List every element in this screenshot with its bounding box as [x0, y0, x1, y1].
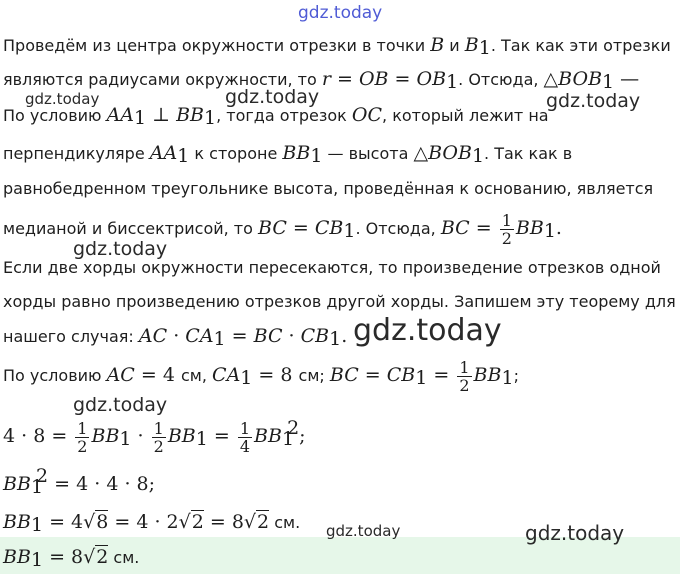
fraction-one-half: $\frac{1}{2}$: [77, 419, 88, 456]
text-segment: ;: [513, 366, 519, 385]
watermark: gdz.today: [25, 90, 100, 108]
text-segment: По условию: [3, 366, 107, 385]
text-line-6: медианой и биссектрисой, то BC = $CB_1$. Отсюда, BC = $\frac{1}{2}$ $BB_1$.: [3, 211, 562, 248]
text-segment: По условию: [3, 106, 107, 125]
fraction-one-quarter: $\frac{1}{4}$: [239, 419, 251, 456]
text-line-7: [3, 257, 661, 279]
fraction-one-half: $\frac{1}{2}$: [459, 358, 470, 395]
text-segment: , который лежит на: [382, 106, 549, 125]
fraction-one-half: $\frac{1}{2}$: [153, 419, 164, 456]
watermark: gdz.today: [326, 522, 401, 540]
text-segment: , тогда отрезок: [216, 106, 352, 125]
text-line-8: [3, 291, 676, 313]
text-line-10: По условию AC = 4 см, $CA_1 = 8$ см; BC = $CB_1$ = $\frac{1}{2}$ $BB_1$;: [3, 358, 519, 395]
text-segment: медианой и биссектрисой, то: [3, 219, 258, 238]
watermark: gdz.today: [353, 313, 502, 348]
text-line-13: $BB_1 = 4√8 = 4 \cdot 2√2 = 8√2$ см.: [3, 511, 301, 536]
watermark: gdz.today: [546, 90, 641, 112]
text-line-12: $BB_1^2 = 4 \cdot 4 \cdot 8$;: [3, 465, 156, 498]
text-segment: см: [298, 366, 320, 385]
watermark: gdz.today: [73, 394, 168, 416]
text-segment: ;: [319, 366, 330, 385]
watermark: gdz.today: [73, 238, 168, 260]
text-segment: и: [444, 36, 465, 55]
text-segment: хорды равно произведению отрезков другой хорды. Запишем эту теорему для: [3, 292, 676, 311]
text-segment: ,: [201, 366, 213, 385]
text-line-9: нашего случая: AC · $CA_1$ = BC · $CB_1$.: [3, 325, 348, 350]
text-line-2: являются радиусами окружности, то r = OB = $OB_1$. Отсюда, $\triangle BOB_1$ —: [3, 68, 640, 93]
text-segment: . Так как в: [484, 144, 573, 163]
text-segment: к стороне: [189, 144, 283, 163]
text-segment: Если две хорды окружности пересекаются, то произведение отрезков одной: [3, 258, 661, 277]
text-segment: . Отсюда,: [458, 70, 544, 89]
text-line-3: По условию $AA_1$ ⊥ $BB_1$, тогда отрезок OC, который лежит на: [3, 104, 549, 129]
text-segment: см.: [108, 548, 140, 567]
text-segment: перпендикуляре: [3, 144, 150, 163]
text-segment: см: [180, 366, 202, 385]
text-line-11: 4 · 8 = $\frac{1}{2}$ $BB_1$ · $\frac{1}{2}$ $BB_1$ = $\frac{1}{4}$ $BB_1^2$;: [3, 417, 306, 456]
text-segment: Проведём из центра окружности отрезки в точки: [3, 36, 431, 55]
text-segment: . Так как эти отрезки: [490, 36, 671, 55]
text-line-1: Проведём из центра окружности отрезки в точки B и $B_1$. Так как эти отрезки: [3, 34, 671, 59]
watermark: gdz.today: [525, 521, 625, 545]
text-segment: — высота: [322, 144, 414, 163]
text-segment: . Отсюда,: [355, 219, 441, 238]
text-segment: равнобедренном треугольнике высота, проведённая к основанию, является: [3, 179, 654, 198]
text-segment: являются радиусами окружности, то: [3, 70, 322, 89]
watermark: gdz.today: [225, 86, 320, 108]
text-line-5: [3, 178, 653, 200]
watermark-top: gdz.today: [298, 3, 383, 23]
text-segment: см.: [269, 513, 301, 532]
text-line-4: перпендикуляре $AA_1$ к стороне $BB_1$ — высота $\triangle BOB_1$. Так как в: [3, 142, 573, 167]
final-answer: $BB_1 = 8√2$ см.: [3, 546, 140, 571]
text-segment: нашего случая:: [3, 327, 139, 346]
fraction-one-half: $\frac{1}{2}$: [501, 211, 512, 248]
